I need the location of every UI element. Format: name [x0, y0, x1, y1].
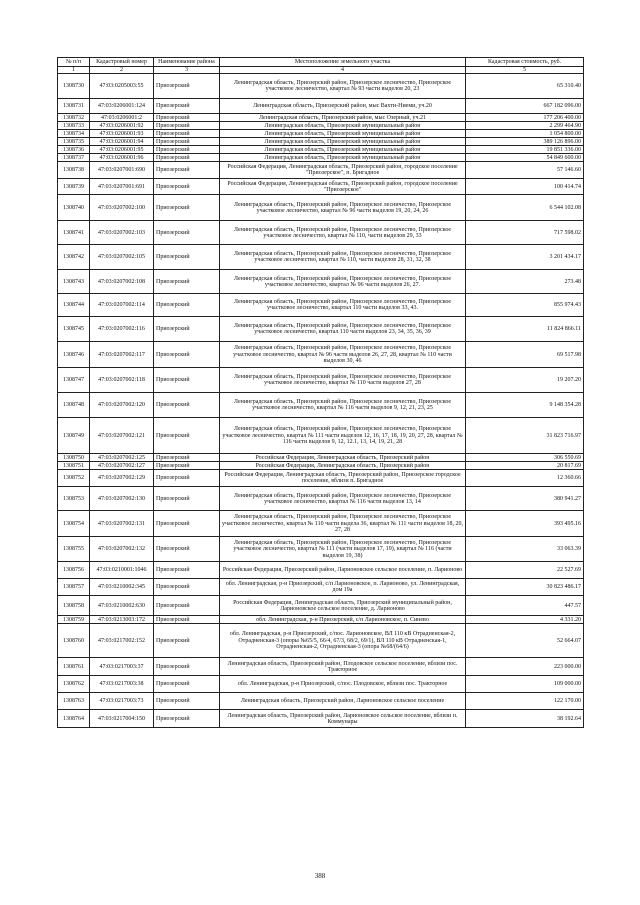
- location-cell: Ленинградская область, Приозерский район, Приозерское лесничество, Приозерское участковое лесничество, квартал № 96 части выделов 26, 27, 28, квартал № 110 части выделов 30, 46: [220, 342, 466, 368]
- district-cell: Приозерский: [154, 596, 220, 616]
- cadastral-value-cell: 223 000.00: [466, 658, 584, 676]
- table-row: [58, 658, 584, 676]
- district-cell: Приозерский: [154, 487, 220, 511]
- district-cell: Приозерский: [154, 368, 220, 393]
- page-number: 388: [314, 872, 326, 880]
- table-row: [58, 462, 584, 470]
- cadastral-number-cell: 47:03:0217003:73: [90, 693, 154, 710]
- cadastral-number-cell: 47:03:0217003:38: [90, 676, 154, 693]
- table-row: [58, 317, 584, 342]
- table-row: [58, 470, 584, 487]
- district-cell: Приозерский: [154, 122, 220, 130]
- district-cell: Приозерский: [154, 342, 220, 368]
- row-number-cell: 1308764: [58, 710, 90, 728]
- district-cell: Приозерский: [154, 317, 220, 342]
- cadastral-number-cell: 47:03:0206001:92: [90, 122, 154, 130]
- column-number: 3: [154, 67, 220, 74]
- row-number-cell: 1308740: [58, 195, 90, 221]
- cadastral-value-cell: 122 170.00: [466, 693, 584, 710]
- cadastral-number-cell: 47:03:0207002:103: [90, 221, 154, 245]
- district-cell: Приозерский: [154, 562, 220, 579]
- table-row: [58, 676, 584, 693]
- cadastral-number-cell: 47:03:0210002:630: [90, 596, 154, 616]
- cadastral-number-cell: 47:03:0207002:130: [90, 487, 154, 511]
- table-header-row: [58, 58, 584, 67]
- cadastral-value-cell: 273.48: [466, 270, 584, 294]
- cadastral-value-cell: 12 360.66: [466, 470, 584, 487]
- district-cell: Приозерский: [154, 179, 220, 195]
- district-cell: Приозерский: [154, 658, 220, 676]
- district-cell: Приозерский: [154, 624, 220, 658]
- cadastral-value-cell: 717 598.02: [466, 221, 584, 245]
- district-cell: Приозерский: [154, 537, 220, 562]
- location-cell: Ленинградская область, Приозерский район, Приозерское лесничество, Приозерское участковое лесничество, квартал № 96 части выделов 19, 20, 24, 26: [220, 195, 466, 221]
- row-number-cell: 1308738: [58, 162, 90, 179]
- row-number-cell: 1308753: [58, 487, 90, 511]
- column-number: 5: [466, 67, 584, 74]
- table-row: [58, 270, 584, 294]
- location-cell: Ленинградская область, Приозерский район, Приозерское лесничество, Приозерское участковое лесничество, квартал № 96 части выделов 26, 27.: [220, 270, 466, 294]
- row-number-cell: 1308763: [58, 693, 90, 710]
- row-number-cell: 1308735: [58, 138, 90, 146]
- cadastral-number-cell: 47:03:0210001:1046: [90, 562, 154, 579]
- row-number-cell: 1308742: [58, 245, 90, 270]
- location-cell: Ленинградская область, Приозерский муниципальный район: [220, 138, 466, 146]
- cadastral-number-cell: 47:03:0207002:125: [90, 454, 154, 462]
- row-number-cell: 1308759: [58, 616, 90, 624]
- cadastral-value-cell: 389 126 896.00: [466, 138, 584, 146]
- row-number-cell: 1308756: [58, 562, 90, 579]
- header-district-name: Наименование района: [154, 58, 220, 67]
- row-number-cell: 1308760: [58, 624, 90, 658]
- row-number-cell: 1308745: [58, 317, 90, 342]
- table-row: [58, 511, 584, 537]
- cadastral-value-cell: 22 527.69: [466, 562, 584, 579]
- table-row: [58, 74, 584, 99]
- district-cell: Приозерский: [154, 138, 220, 146]
- cadastral-number-cell: 47:03:0206001:93: [90, 130, 154, 138]
- cadastral-value-cell: 52 664.07: [466, 624, 584, 658]
- table-row: [58, 195, 584, 221]
- cadastral-value-cell: 11 824 866.11: [466, 317, 584, 342]
- cadastral-value-cell: 38 192.64: [466, 710, 584, 728]
- row-number-cell: 1308734: [58, 130, 90, 138]
- cadastral-value-cell: 447.57: [466, 596, 584, 616]
- district-cell: Приозерский: [154, 99, 220, 114]
- table-row: [58, 179, 584, 195]
- table-row: [58, 393, 584, 418]
- cadastral-value-cell: 855 974.43: [466, 294, 584, 317]
- cadastral-value-cell: 65 310.40: [466, 74, 584, 99]
- table-row: [58, 368, 584, 393]
- table-row: [58, 693, 584, 710]
- location-cell: Ленинградская область, Приозерский район, мыс Вахти-Ниеми, уч.20: [220, 99, 466, 114]
- location-cell: Ленинградская область, Приозерский муниципальный район: [220, 122, 466, 130]
- cadastral-value-cell: 177 206 400.00: [466, 114, 584, 122]
- cadastral-value-cell: 2 299 464.90: [466, 122, 584, 130]
- column-number: 4: [220, 67, 466, 74]
- cadastral-number-cell: 47:03:0206001:96: [90, 154, 154, 162]
- location-cell: обл. Ленинградская, р-н Приозерский, с/пос. Ларионовское, ВЛ 110 кВ Отрадненская-2, Отрадненская-3 (опоры №65/5, 66/4, 67/3, 68/2, 69/1), ВЛ 110 кВ Отрадненская-1, Отрадненская-2, Отрадненская-3 (опора №68/(64/6): [220, 624, 466, 658]
- location-cell: обл. Ленинградская, р-н Приозерский, с/пос. Плодовское, вблизи пос. Тракторное: [220, 676, 466, 693]
- table-row: [58, 710, 584, 728]
- cadastral-value-table: [57, 57, 584, 728]
- location-cell: Ленинградская область, Приозерский муниципальный район: [220, 146, 466, 154]
- table-row: [58, 454, 584, 462]
- district-cell: Приозерский: [154, 146, 220, 154]
- cadastral-number-cell: 47:03:0207002:105: [90, 245, 154, 270]
- location-cell: Ленинградская область, Приозерский муниципальный район: [220, 130, 466, 138]
- table-row: [58, 221, 584, 245]
- row-number-cell: 1308743: [58, 270, 90, 294]
- row-number-cell: 1308751: [58, 462, 90, 470]
- row-number-cell: 1308744: [58, 294, 90, 317]
- cadastral-number-cell: 47:03:0207002:118: [90, 368, 154, 393]
- cadastral-number-cell: 47:03:0206001:94: [90, 138, 154, 146]
- header-location: Местоположение земельного участка: [220, 58, 466, 67]
- cadastral-value-cell: 30 823 486.17: [466, 579, 584, 596]
- table-row: [58, 342, 584, 368]
- location-cell: Ленинградская область, Приозерский район, мыс Озерный, уч.21: [220, 114, 466, 122]
- cadastral-number-cell: 47:03:0206001:2: [90, 114, 154, 122]
- cadastral-number-cell: 47:03:0205003:55: [90, 74, 154, 99]
- header-cadastral-number: Кадастровый номер: [90, 58, 154, 67]
- table-row: [58, 616, 584, 624]
- cadastral-value-cell: 109 000.00: [466, 676, 584, 693]
- cadastral-number-cell: 47:03:0207002:127: [90, 462, 154, 470]
- district-cell: Приозерский: [154, 511, 220, 537]
- location-cell: Российская Федерация, Ленинградская область, Приозерский район: [220, 454, 466, 462]
- location-cell: Ленинградская область, Приозерский район, Приозерское лесничество, Приозерское участковое лесничество, квартал № 110, части выделов 28, 31, 32, 38: [220, 245, 466, 270]
- district-cell: Приозерский: [154, 154, 220, 162]
- row-number-cell: 1308739: [58, 179, 90, 195]
- cadastral-value-cell: 19 207.20: [466, 368, 584, 393]
- header-row-number: № п/п: [58, 58, 90, 67]
- district-cell: Приозерский: [154, 393, 220, 418]
- location-cell: Ленинградская область, Приозерский район, Плодовское сельское поселение, вблизи пос. Тракторное: [220, 658, 466, 676]
- table-row: [58, 122, 584, 130]
- cadastral-number-cell: 47:03:0217004:150: [90, 710, 154, 728]
- table-row: [58, 154, 584, 162]
- district-cell: Приозерский: [154, 462, 220, 470]
- cadastral-number-cell: 47:03:0207002:100: [90, 195, 154, 221]
- row-number-cell: 1308732: [58, 114, 90, 122]
- cadastral-number-cell: 47:03:0207002:114: [90, 294, 154, 317]
- cadastral-number-cell: 47:03:0207002:120: [90, 393, 154, 418]
- district-cell: Приозерский: [154, 616, 220, 624]
- cadastral-number-cell: 47:03:0207002:131: [90, 511, 154, 537]
- cadastral-value-cell: 57 146.60: [466, 162, 584, 179]
- table-row: [58, 245, 584, 270]
- district-cell: Приозерский: [154, 294, 220, 317]
- district-cell: Приозерский: [154, 130, 220, 138]
- table-row: [58, 294, 584, 317]
- table-row: [58, 562, 584, 579]
- district-cell: Приозерский: [154, 221, 220, 245]
- row-number-cell: 1308758: [58, 596, 90, 616]
- row-number-cell: 1308749: [58, 418, 90, 454]
- district-cell: Приозерский: [154, 693, 220, 710]
- cadastral-number-cell: 47:03:0207001:690: [90, 162, 154, 179]
- cadastral-number-cell: 47:03:0206001:95: [90, 146, 154, 154]
- district-cell: Приозерский: [154, 195, 220, 221]
- row-number-cell: 1308752: [58, 470, 90, 487]
- location-cell: Ленинградская область, Приозерский район, Приозерское лесничество, Приозерское участковое лесничество, квартал № 110 части выдела 36, квартал № 111 части выделов 18, 20, 27, 28: [220, 511, 466, 537]
- row-number-cell: 1308754: [58, 511, 90, 537]
- cadastral-number-cell: 47:03:0207002:108: [90, 270, 154, 294]
- row-number-cell: 1308748: [58, 393, 90, 418]
- cadastral-value-cell: 3 201 434.17: [466, 245, 584, 270]
- table-row: [58, 487, 584, 511]
- location-cell: Ленинградская область, Приозерский район, Приозерское лесничество, Приозерское участковое лесничество, квартал № 93 части выделов 20, 23: [220, 74, 466, 99]
- location-cell: Ленинградская область, Приозерский район, Ларионовское сельское поселение, вблизи п. Коммунары: [220, 710, 466, 728]
- row-number-cell: 1308730: [58, 74, 90, 99]
- district-cell: Приозерский: [154, 114, 220, 122]
- cadastral-number-cell: 47:03:0207002:117: [90, 342, 154, 368]
- cadastral-number-cell: 47:03:0210002:345: [90, 579, 154, 596]
- district-cell: Приозерский: [154, 162, 220, 179]
- location-cell: Российская Федерация, Ленинградская область, Приозерский район, Приозерское городское поселение, вблизи п. Бригадное: [220, 470, 466, 487]
- cadastral-number-cell: 47:03:0207002:132: [90, 537, 154, 562]
- cadastral-value-cell: 6 544 102.08: [466, 195, 584, 221]
- table-row: [58, 99, 584, 114]
- cadastral-number-cell: 47:03:0207001:691: [90, 179, 154, 195]
- location-cell: Российская Федерация, Ленинградская область, Приозерский район, городское поселение "Приозерское", п. Бригадное: [220, 162, 466, 179]
- table-row: [58, 114, 584, 122]
- row-number-cell: 1308741: [58, 221, 90, 245]
- location-cell: Ленинградская область, Приозерский муниципальный район: [220, 154, 466, 162]
- cadastral-value-cell: 54 849 600.00: [466, 154, 584, 162]
- district-cell: Приозерский: [154, 470, 220, 487]
- district-cell: Приозерский: [154, 418, 220, 454]
- cadastral-value-cell: 100 414.74: [466, 179, 584, 195]
- cadastral-value-cell: 19 851 336.00: [466, 146, 584, 154]
- location-cell: Российская Федерация, Ленинградская область, Приозерский муниципальный район, Ларионовское сельское поселение, д. Ларионово: [220, 596, 466, 616]
- cadastral-number-cell: 47:03:0207002:129: [90, 470, 154, 487]
- cadastral-value-cell: 306 550.69: [466, 454, 584, 462]
- row-number-cell: 1308762: [58, 676, 90, 693]
- cadastral-value-cell: 380 941.27: [466, 487, 584, 511]
- district-cell: Приозерский: [154, 245, 220, 270]
- location-cell: Ленинградская область, Приозерский район, Приозерское лесничество, Приозерское участковое лесничество, квартал № 111 части выделов 12, 16, 17, 18, 19, 20, 27, 28, квартал № 116 части выделов 9, 12, 12.1, 13, 14, 19, 21, 28: [220, 418, 466, 454]
- table-row: [58, 537, 584, 562]
- location-cell: обл. Ленинградская, р-н Приозерский, с/п Ларионовское, п. Синево: [220, 616, 466, 624]
- district-cell: Приозерский: [154, 74, 220, 99]
- row-number-cell: 1308747: [58, 368, 90, 393]
- location-cell: Ленинградская область, Приозерский район, Приозерское лесничество, Приозерское участковое лесничество, квартал № 116 части выделов 13, 14: [220, 487, 466, 511]
- location-cell: обл. Ленинградская, р-н Приозерский, с/п Ларионовское, п. Ларионово, ул. Ленинградская, дом 19а: [220, 579, 466, 596]
- table-row: [58, 162, 584, 179]
- table-row: [58, 138, 584, 146]
- district-cell: Приозерский: [154, 270, 220, 294]
- cadastral-number-cell: 47:03:0217003:37: [90, 658, 154, 676]
- cadastral-value-cell: 31 823 716.97: [466, 418, 584, 454]
- location-cell: Ленинградская область, Приозерский район, Приозерское лесничество, Приозерское участковое лесничество, квартал 110 части выделов 23, 34, 35, 36, 39: [220, 317, 466, 342]
- cadastral-number-cell: 47:03:0207002:116: [90, 317, 154, 342]
- location-cell: Ленинградская область, Приозерский район, Ларионовское сельское поселение: [220, 693, 466, 710]
- table-body: [58, 74, 584, 728]
- row-number-cell: 1308737: [58, 154, 90, 162]
- table-row: [58, 418, 584, 454]
- row-number-cell: 1308750: [58, 454, 90, 462]
- location-cell: Ленинградская область, Приозерский район, Приозерское лесничество, Приозерское участковое лесничество, квартал № 116 части выделов 9, 12, 21, 23, 25: [220, 393, 466, 418]
- header-cadastral-value: Кадастровая стоимость, руб.: [466, 58, 584, 67]
- cadastral-value-cell: 667 182 096.00: [466, 99, 584, 114]
- cadastral-value-cell: 69 517.98: [466, 342, 584, 368]
- table-column-number-row: [58, 67, 584, 74]
- cadastral-value-cell: 20 817.69: [466, 462, 584, 470]
- location-cell: Ленинградская область, Приозерский район, Приозерское лесничество, Приозерское участковое лесничество, квартал № 111 (части выделов 17, 19), квартал № 116 (части выделов 19, 38): [220, 537, 466, 562]
- location-cell: Ленинградская область, Приозерский район, Приозерское лесничество, Приозерское участковое лесничество, квартал 110 части выделов 33, 43.: [220, 294, 466, 317]
- table-row: [58, 596, 584, 616]
- row-number-cell: 1308757: [58, 579, 90, 596]
- cadastral-value-cell: 33 063.39: [466, 537, 584, 562]
- row-number-cell: 1308736: [58, 146, 90, 154]
- column-number: 2: [90, 67, 154, 74]
- cadastral-value-cell: 9 148 354.28: [466, 393, 584, 418]
- cadastral-value-cell: 1 054 800.00: [466, 130, 584, 138]
- row-number-cell: 1308761: [58, 658, 90, 676]
- cadastral-number-cell: 47:03:0217002:152: [90, 624, 154, 658]
- table-row: [58, 130, 584, 138]
- row-number-cell: 1308746: [58, 342, 90, 368]
- cadastral-value-cell: 4 331.20: [466, 616, 584, 624]
- district-cell: Приозерский: [154, 710, 220, 728]
- column-number: 1: [58, 67, 90, 74]
- row-number-cell: 1308755: [58, 537, 90, 562]
- cadastral-value-cell: 393 495.16: [466, 511, 584, 537]
- cadastral-number-cell: 47:03:0206001:124: [90, 99, 154, 114]
- cadastral-number-cell: 47:03:0213003:172: [90, 616, 154, 624]
- location-cell: Ленинградская область, Приозерский район, Приозерское лесничество, Приозерское участковое лесничество, квартал № 110, части выделов 29, 33: [220, 221, 466, 245]
- district-cell: Приозерский: [154, 579, 220, 596]
- district-cell: Приозерский: [154, 454, 220, 462]
- row-number-cell: 1308731: [58, 99, 90, 114]
- location-cell: Российская Федерация, Ленинградская область, Приозерский район, городское поселение "Приозерское": [220, 179, 466, 195]
- row-number-cell: 1308733: [58, 122, 90, 130]
- table-row: [58, 624, 584, 658]
- cadastral-number-cell: 47:03:0207002:121: [90, 418, 154, 454]
- district-cell: Приозерский: [154, 676, 220, 693]
- table-row: [58, 579, 584, 596]
- location-cell: Российская Федерация, Приозерский район, Ларионовское сельское поселение, п. Ларионово: [220, 562, 466, 579]
- table-row: [58, 146, 584, 154]
- location-cell: Российская Федерация, Ленинградская область, Приозерский район: [220, 462, 466, 470]
- location-cell: Ленинградская область, Приозерский район, Приозерское лесничество, Приозерское участковое лесничество, квартал № 110 части выделов 27, 28: [220, 368, 466, 393]
